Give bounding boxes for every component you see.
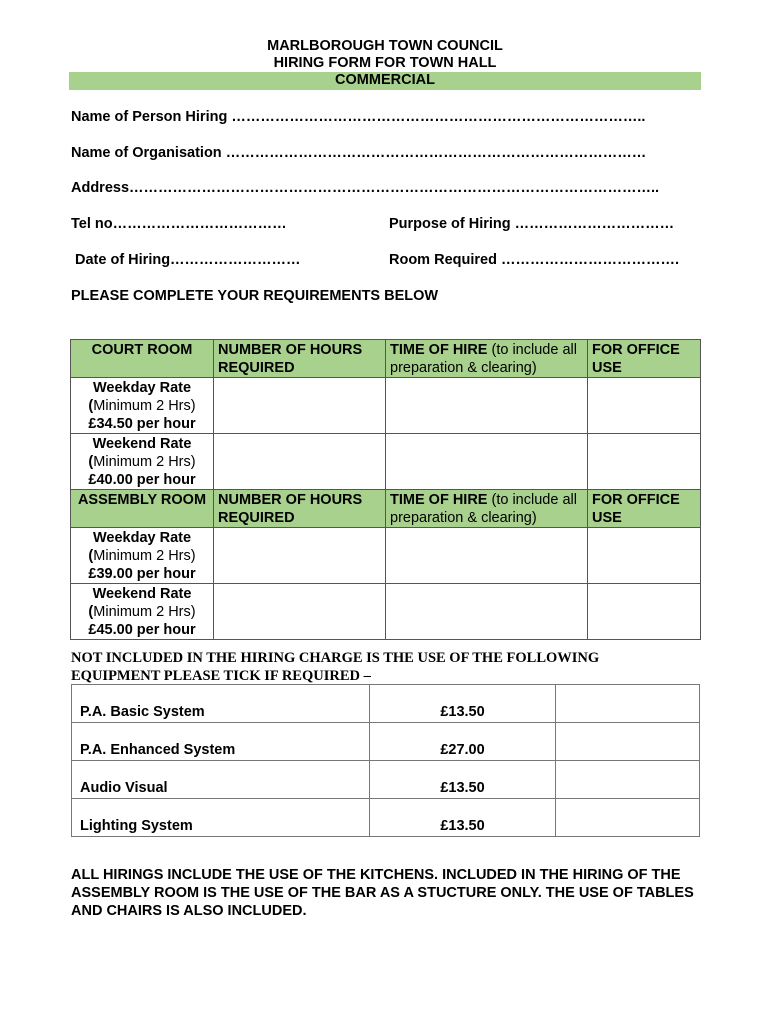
equipment-name: P.A. Basic System bbox=[72, 685, 370, 723]
equipment-tick-box[interactable] bbox=[556, 723, 700, 761]
form-title: HIRING FORM FOR TOWN HALL bbox=[273, 55, 497, 71]
equipment-row bbox=[72, 761, 700, 799]
equipment-tick-box[interactable] bbox=[556, 685, 700, 723]
court-weekend-rate: Weekend Rate (Minimum 2 Hrs) £40.00 per hour bbox=[71, 434, 214, 490]
room-required-field[interactable]: Room Required ………………………………. bbox=[389, 252, 680, 268]
time-header: TIME OF HIRE (to include all preparation & clearing) bbox=[386, 340, 588, 378]
address-field[interactable]: Address……………………………………………………………………………………………….. bbox=[71, 180, 660, 196]
assembly-weekday-rate: Weekday Rate (Minimum 2 Hrs) £39.00 per hour bbox=[71, 528, 214, 584]
assembly-room-header-row bbox=[71, 490, 701, 528]
assembly-weekend-office-cell bbox=[588, 584, 701, 640]
court-weekend-hours-input[interactable] bbox=[214, 434, 386, 490]
court-weekend-time-input[interactable] bbox=[386, 434, 588, 490]
council-name: MARLBOROUGH TOWN COUNCIL bbox=[267, 38, 503, 54]
court-weekday-hours-input[interactable] bbox=[214, 378, 386, 434]
court-weekday-row bbox=[71, 378, 701, 434]
equipment-row bbox=[72, 723, 700, 761]
equipment-name: Audio Visual bbox=[72, 761, 370, 799]
court-weekday-office-cell bbox=[588, 378, 701, 434]
equipment-name: P.A. Enhanced System bbox=[72, 723, 370, 761]
equipment-tick-box[interactable] bbox=[556, 761, 700, 799]
office-header: FOR OFFICE USE bbox=[588, 340, 701, 378]
court-room-header-row bbox=[71, 340, 701, 378]
assembly-weekend-time-input[interactable] bbox=[386, 584, 588, 640]
assembly-weekday-row bbox=[71, 528, 701, 584]
name-of-organisation-field[interactable]: Name of Organisation …………………………………………………………………………… bbox=[71, 145, 647, 161]
court-weekend-office-cell bbox=[588, 434, 701, 490]
equipment-price: £13.50 bbox=[370, 685, 556, 723]
tel-field[interactable]: Tel no……………………………… bbox=[71, 216, 287, 232]
court-weekday-rate: Weekday Rate (Minimum 2 Hrs) £34.50 per hour bbox=[71, 378, 214, 434]
equipment-row bbox=[72, 685, 700, 723]
equipment-row bbox=[72, 799, 700, 837]
equipment-tick-box[interactable] bbox=[556, 799, 700, 837]
equipment-table bbox=[71, 684, 700, 837]
equipment-price: £13.50 bbox=[370, 761, 556, 799]
equipment-price: £27.00 bbox=[370, 723, 556, 761]
equipment-price: £13.50 bbox=[370, 799, 556, 837]
equipment-name: Lighting System bbox=[72, 799, 370, 837]
assembly-weekday-time-input[interactable] bbox=[386, 528, 588, 584]
room-requirements-table bbox=[70, 339, 701, 640]
equipment-heading: NOT INCLUDED IN THE HIRING CHARGE IS THE USE OF THE FOLLOWING EQUIPMENT PLEASE TICK IF REQUIRED – bbox=[71, 650, 600, 684]
date-field[interactable]: Date of Hiring……………………… bbox=[75, 252, 301, 268]
hours-header: NUMBER OF HOURS REQUIRED bbox=[214, 490, 386, 528]
assembly-weekend-row bbox=[71, 584, 701, 640]
court-weekend-row bbox=[71, 434, 701, 490]
assembly-weekend-hours-input[interactable] bbox=[214, 584, 386, 640]
instruction-text: PLEASE COMPLETE YOUR REQUIREMENTS BELOW bbox=[71, 288, 439, 304]
office-header: FOR OFFICE USE bbox=[588, 490, 701, 528]
footer-note: ALL HIRINGS INCLUDE THE USE OF THE KITCHENS. INCLUDED IN THE HIRING OF THE ASSEMBLY ROOM IS THE USE OF THE BAR AS A STUCTURE ONLY. THE USE OF TABLES AND CHAIRS IS ALSO INCLUDED. bbox=[71, 867, 694, 919]
assembly-weekday-office-cell bbox=[588, 528, 701, 584]
assembly-weekday-hours-input[interactable] bbox=[214, 528, 386, 584]
name-of-person-field[interactable]: Name of Person Hiring ………………………………………………………………………….. bbox=[71, 109, 646, 125]
purpose-field[interactable]: Purpose of Hiring …………………………… bbox=[389, 216, 675, 232]
assembly-room-title: ASSEMBLY ROOM bbox=[71, 490, 214, 528]
form-category: COMMERCIAL bbox=[69, 72, 701, 90]
court-weekday-time-input[interactable] bbox=[386, 378, 588, 434]
assembly-weekend-rate: Weekend Rate (Minimum 2 Hrs) £45.00 per hour bbox=[71, 584, 214, 640]
time-header: TIME OF HIRE (to include all preparation & clearing) bbox=[386, 490, 588, 528]
court-room-title: COURT ROOM bbox=[71, 340, 214, 378]
hours-header: NUMBER OF HOURS REQUIRED bbox=[214, 340, 386, 378]
